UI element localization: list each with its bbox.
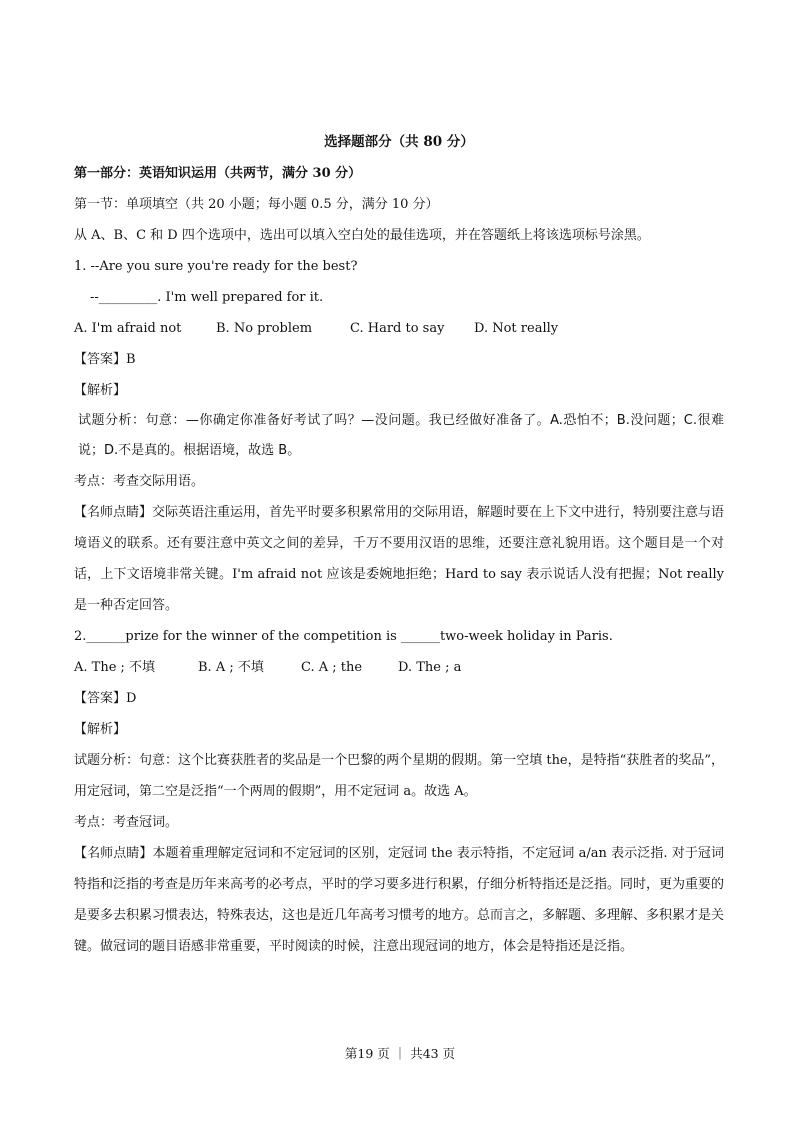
page-footer: 第19 页 ｜ 共43 页 xyxy=(344,1046,456,1061)
question-1-analysis-label: 【解析】 xyxy=(74,383,127,398)
question-2-kaodian: 考点：考查冠词。 xyxy=(74,815,179,830)
question-2-answer: 【答案】D xyxy=(74,691,137,706)
option-c: C. A ; the xyxy=(301,660,363,675)
question-1-options xyxy=(74,313,724,344)
section-title: 选择题部分（共 80 分） xyxy=(324,134,474,150)
option-d: D. Not really xyxy=(474,321,559,336)
question-1-kaodian: 考点：考查交际用语。 xyxy=(74,474,205,489)
subsection-title: 第一节：单项填空（共 20 小题；每小题 0.5 分，满分 10 分） xyxy=(74,197,439,212)
option-d: D. The ; a xyxy=(398,660,462,675)
option-a: A. The ; 不填 xyxy=(74,660,156,675)
question-2 xyxy=(74,621,724,962)
option-b: B. No problem xyxy=(216,321,313,336)
option-b: B. A ; 不填 xyxy=(198,660,264,675)
option-c: C. Hard to say xyxy=(350,321,445,336)
question-2-analysis-label: 【解析】 xyxy=(74,722,127,737)
option-a: A. I'm afraid not xyxy=(74,321,182,336)
document-page xyxy=(74,126,724,962)
question-2-stem: 2.______prize for the winner of the competition is ______two-week holiday in Paris. xyxy=(74,629,613,644)
question-1-answer: 【答案】B xyxy=(74,352,136,367)
instruction: 从 A、B、C 和 D 四个选项中，选出可以填入空白处的最佳选项，并在答题纸上将该选项标号涂黑。 xyxy=(74,228,650,243)
part-title: 第一部分：英语知识运用（共两节，满分 30 分） xyxy=(74,166,362,181)
question-2-options xyxy=(74,652,724,683)
question-1-stem: 1. --Are you sure you're ready for the best? xyxy=(74,259,358,274)
question-1-reply: --_________. I'm well prepared for it. xyxy=(90,290,324,305)
question-1-tip: 【名师点睛】交际英语注重运用，首先平时要多积累常用的交际用语，解题时要在上下文中进行，特别要注意与语境语义的联系。还有要注意中英文之间的差异，千万不要用汉语的思维，还要注意礼貌用语。这个题目是一个对话，上下文语境非常关键。I'm afraid not 应该是委婉地拒绝；Hard to say 表示说话人没有把握；Not really 是一种否定回答。 xyxy=(74,505,725,613)
question-2-analysis: 试题分析：句意：这个比赛获胜者的奖品是一个巴黎的两个星期的假期。第一空填 the，是特指“获胜者的奖品”，用定冠词，第二空是泛指“一个两周的假期”，用不定冠词 a。故选 A。 xyxy=(74,753,724,799)
question-2-tip: 【名师点睛】本题着重理解定冠词和不定冠词的区别，定冠词 the 表示特指，不定冠词 a/an 表示泛指. 对于冠词特指和泛指的考查是历年来高考的必考点，平时的学习要多进行积累，仔细分析特指还是泛指。同时，更为重要的是要多去积累习惯表达，特殊表达，这也是近几年高考习惯考的地方。总而言之，多解题、多理解、多积累才是关键。做冠词的题目语感非常重要，平时阅读的时候，注意出现冠词的地方，体会是特指还是泛指。 xyxy=(74,846,725,954)
question-1-analysis: 试题分析：句意：—你确定你准备好考试了吗？—没问题。我已经做好准备了。A.恐怕不；B.没问题；C.很难说；D.不是真的。根据语境，故选 B。 xyxy=(78,413,724,458)
question-1 xyxy=(74,251,724,621)
